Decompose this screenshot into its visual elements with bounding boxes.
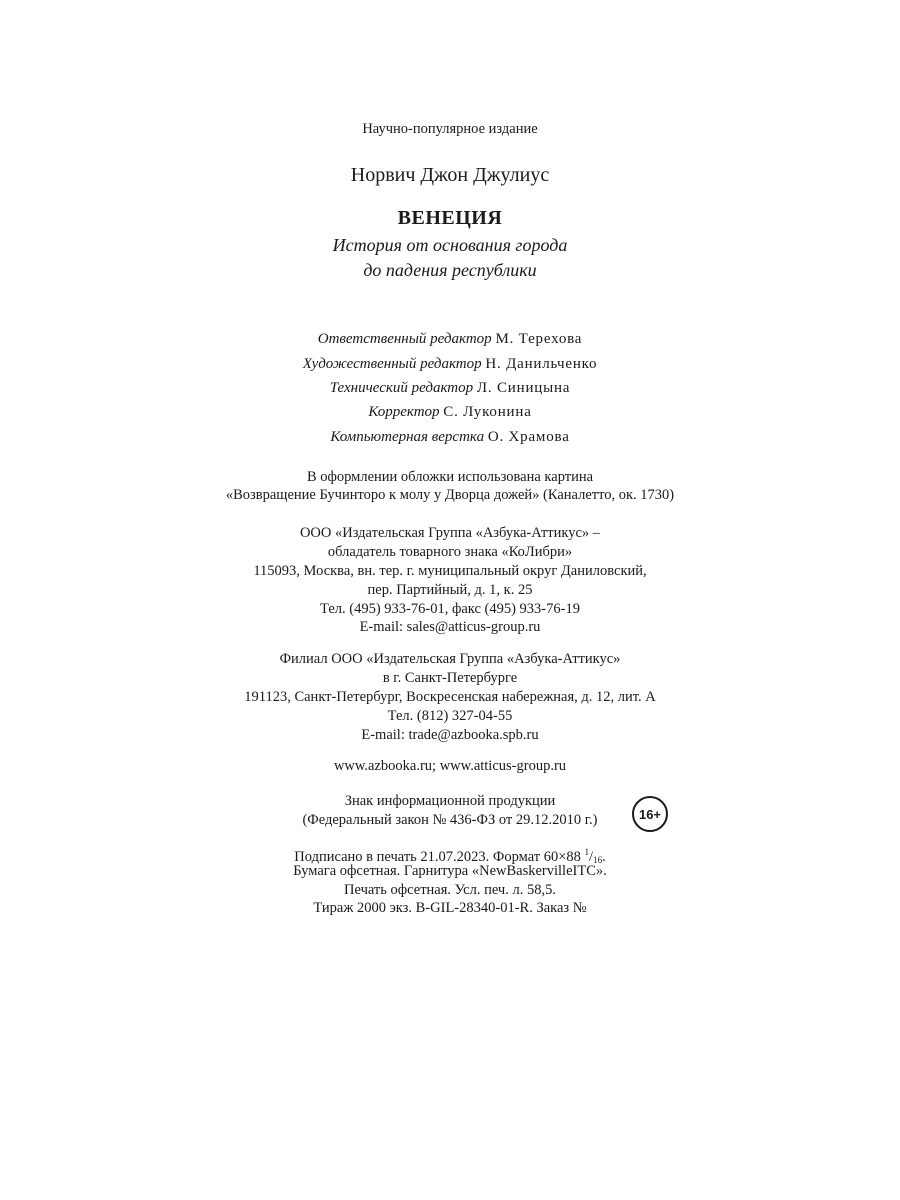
info-mark-line: Знак информационной продукции <box>344 793 556 809</box>
credit-role: Ответственный редактор <box>317 331 492 347</box>
subtitle-line-1: История от основания города <box>332 235 568 255</box>
subtitle-line-2: до падения республики <box>363 260 537 280</box>
publisher-line: Тел. (495) 933-76-01, факс (495) 933-76-19 <box>320 601 580 617</box>
credit-name: С. Луконина <box>443 404 532 420</box>
credit-name: Н. Данильченко <box>485 356 598 372</box>
print-info-line: Бумага офсетная. Гарнитура «NewBaskervilleITC». <box>293 863 607 879</box>
publisher-line: пер. Партийный, д. 1, к. 25 <box>367 582 533 598</box>
credit-role: Корректор <box>368 404 440 420</box>
format-fraction-denominator: 16 <box>593 855 603 865</box>
credit-name: О. Храмова <box>487 429 570 445</box>
info-mark-law: (Федеральный закон № 436-ФЗ от 29.12.2010 г.) <box>302 812 598 828</box>
credit-name: М. Терехова <box>495 331 583 347</box>
publisher-line: 115093, Москва, вн. тер. г. муниципальный округ Даниловский, <box>253 563 647 579</box>
credit-role: Компьютерная верстка <box>330 429 485 445</box>
branch-line: Филиал ООО «Издательская Группа «Азбука-Аттикус» <box>279 651 621 667</box>
credit-line <box>0 379 900 398</box>
branch-line: 191123, Санкт-Петербург, Воскресенская набережная, д. 12, лит. А <box>244 689 656 705</box>
publisher-line: обладатель товарного знака «КоЛибри» <box>327 544 573 560</box>
credit-name: Л. Синицына <box>476 380 571 396</box>
publisher-line: ООО «Издательская Группа «Азбука-Аттикус» – <box>299 525 601 541</box>
print-format-end: . <box>602 849 606 865</box>
print-signed-line: Подписано в печать 21.07.2023. Формат 60×88 $^1/_{16}$. <box>294 847 606 865</box>
age-rating-badge: 16+ <box>632 796 668 832</box>
book-title: ВЕНЕЦИЯ <box>397 207 503 229</box>
credit-line <box>0 428 900 447</box>
format-fraction-numerator: 1 <box>584 847 590 857</box>
credit-role: Технический редактор <box>329 380 474 396</box>
branch-line: Тел. (812) 327-04-55 <box>387 708 513 724</box>
print-info-line: Тираж 2000 экз. B-GIL-28340-01-R. Заказ № <box>313 900 587 916</box>
websites: www.azbooka.ru; www.atticus-group.ru <box>333 758 567 774</box>
publisher-email: E-mail: sales@atticus-group.ru <box>359 619 541 635</box>
branch-email: E-mail: trade@azbooka.spb.ru <box>361 727 539 743</box>
credit-line <box>0 403 900 422</box>
branch-line: в г. Санкт-Петербурге <box>382 670 518 686</box>
credit-line <box>0 330 900 349</box>
cover-note-line: В оформлении обложки использована картина <box>306 469 594 485</box>
print-info-line: Печать офсетная. Усл. печ. л. 58,5. <box>344 882 556 898</box>
credit-role: Художественный редактор <box>302 356 482 372</box>
credit-line <box>0 355 900 374</box>
cover-note-line: «Возвращение Бучинторо к молу у Дворца дожей» (Каналетто, ок. 1730) <box>225 487 675 503</box>
author-name: Норвич Джон Джулиус <box>350 164 550 186</box>
edition-type: Научно-популярное издание <box>362 121 538 137</box>
print-format-text: Подписано в печать 21.07.2023. Формат 60×88 <box>294 849 585 865</box>
